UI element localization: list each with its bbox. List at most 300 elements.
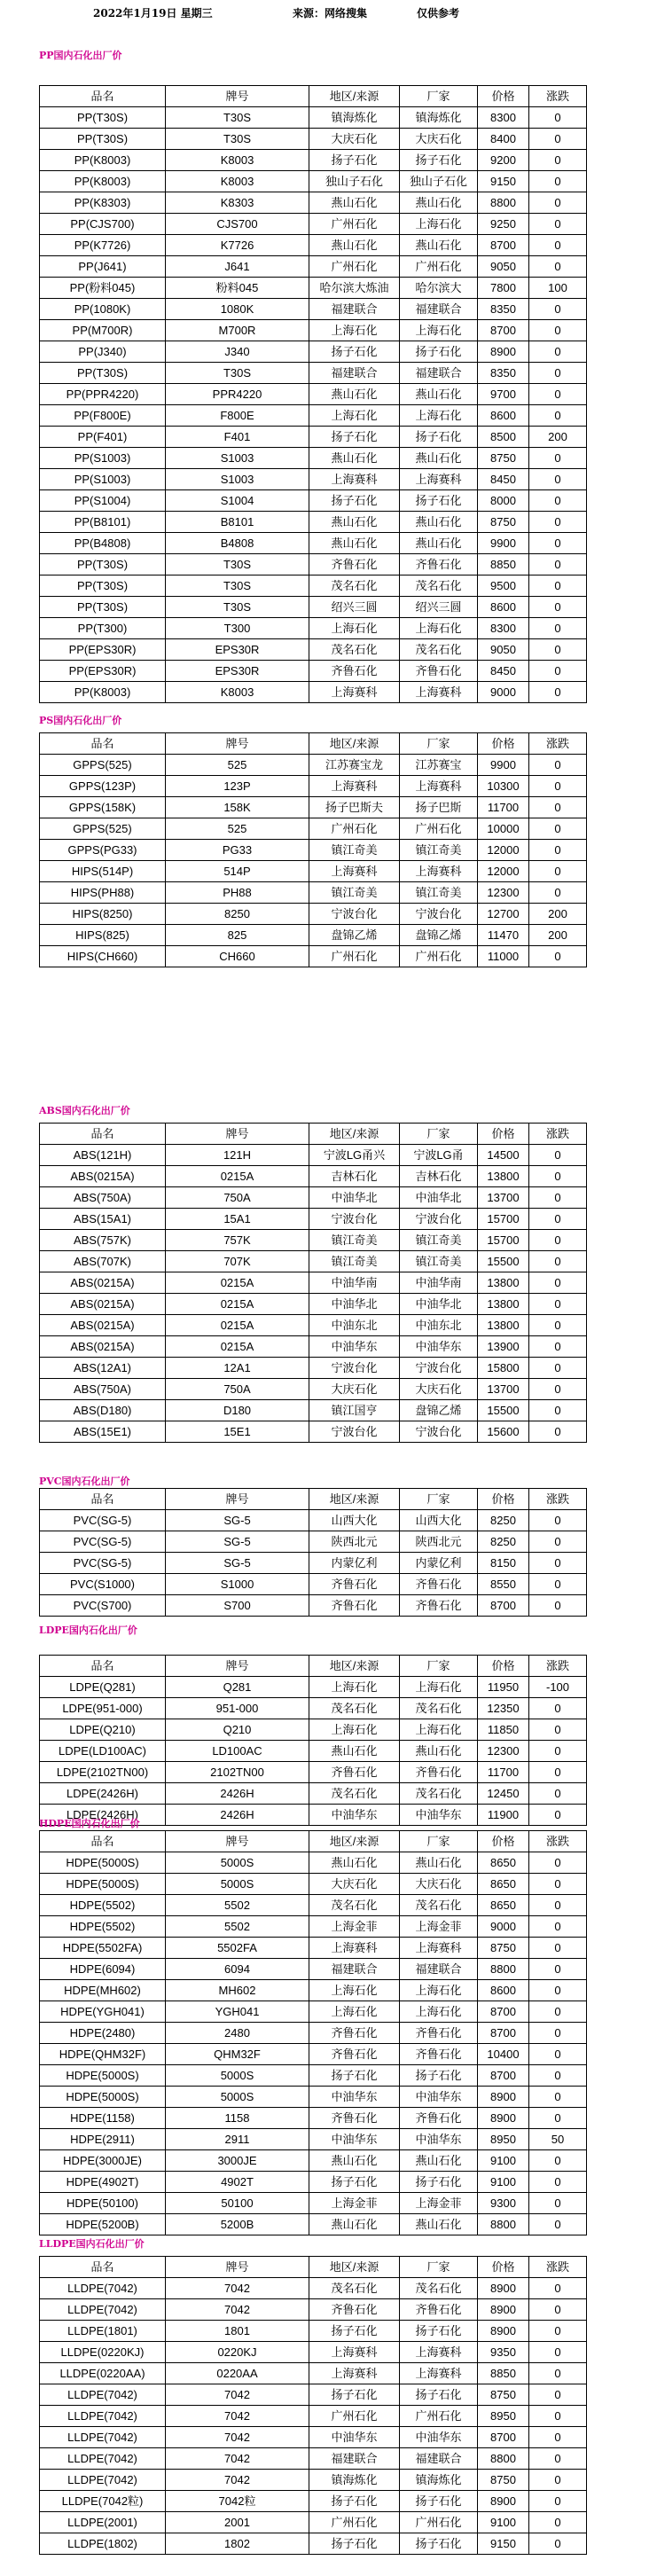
product-cell: PP(F800E) — [40, 405, 166, 427]
change-cell: 0 — [529, 1379, 587, 1400]
maker-cell: 福建联合 — [400, 299, 478, 320]
maker-cell: 齐鲁石化 — [400, 2023, 478, 2044]
maker-cell: 茂名石化 — [400, 2278, 478, 2299]
table-row — [40, 2470, 587, 2491]
product-cell: GPPS(123P) — [40, 776, 166, 797]
table-row — [40, 278, 587, 299]
maker-cell: 齐鲁石化 — [400, 554, 478, 575]
region-cell: 燕山石化 — [309, 448, 400, 469]
change-cell: 0 — [529, 554, 587, 575]
grade-cell: 0220AA — [166, 2363, 309, 2384]
region-cell: 中油华东 — [309, 2427, 400, 2448]
grade-cell: 50100 — [166, 2193, 309, 2214]
maker-cell: 镇江奇美 — [400, 1230, 478, 1251]
region-cell: 燕山石化 — [309, 533, 400, 554]
region-cell: 中油华北 — [309, 1294, 400, 1315]
table-row — [40, 171, 587, 192]
table-row — [40, 448, 587, 469]
product-cell: ABS(D180) — [40, 1400, 166, 1421]
price-cell: 8800 — [478, 192, 529, 214]
product-cell: LDPE(2426H) — [40, 1805, 166, 1826]
grade-cell: 15A1 — [166, 1209, 309, 1230]
maker-cell: 广州石化 — [400, 2406, 478, 2427]
region-cell: 镇江奇美 — [309, 840, 400, 861]
price-cell: 8650 — [478, 1895, 529, 1916]
change-cell: 0 — [529, 1959, 587, 1980]
product-cell: PP(PPR4220) — [40, 384, 166, 405]
region-cell: 内蒙亿利 — [309, 1553, 400, 1574]
region-cell: 镇江奇美 — [309, 1230, 400, 1251]
table-row — [40, 661, 587, 682]
grade-cell: 525 — [166, 818, 309, 840]
maker-cell: 燕山石化 — [400, 192, 478, 214]
price-cell: 8650 — [478, 1852, 529, 1874]
product-cell: ABS(15E1) — [40, 1421, 166, 1443]
table-row — [40, 2001, 587, 2023]
table-row — [40, 256, 587, 278]
change-cell: 0 — [529, 512, 587, 533]
region-cell: 中油华东 — [309, 1336, 400, 1358]
price-cell: 13800 — [478, 1166, 529, 1187]
grade-cell: EPS30R — [166, 661, 309, 682]
region-cell: 广州石化 — [309, 214, 400, 235]
product-cell: PP(K7726) — [40, 235, 166, 256]
table-row — [40, 1741, 587, 1762]
price-cell: 15500 — [478, 1400, 529, 1421]
product-cell: HDPE(5000S) — [40, 2087, 166, 2108]
grade-cell: T300 — [166, 618, 309, 639]
grade-cell: 7042 — [166, 2470, 309, 2491]
maker-cell: 中油华南 — [400, 1272, 478, 1294]
price-cell: 8900 — [478, 2299, 529, 2321]
column-header: 价格 — [478, 733, 529, 755]
region-cell: 大庆石化 — [309, 1874, 400, 1895]
maker-cell: 大庆石化 — [400, 1379, 478, 1400]
maker-cell: 茂名石化 — [400, 1698, 478, 1719]
table-row — [40, 1698, 587, 1719]
table-header-row — [40, 2257, 587, 2278]
price-cell: 10000 — [478, 818, 529, 840]
region-cell: 扬子石化 — [309, 150, 400, 171]
grade-cell: 7042 — [166, 2406, 309, 2427]
product-cell: GPPS(158K) — [40, 797, 166, 818]
product-cell: HIPS(8250) — [40, 904, 166, 925]
grade-cell: 5000S — [166, 2065, 309, 2087]
maker-cell: 扬子石化 — [400, 2172, 478, 2193]
maker-cell: 燕山石化 — [400, 512, 478, 533]
change-cell: 0 — [529, 129, 587, 150]
table-row — [40, 2172, 587, 2193]
change-cell: 0 — [529, 1315, 587, 1336]
grade-cell: 7042 — [166, 2427, 309, 2448]
grade-cell: 514P — [166, 861, 309, 882]
maker-cell: 宁波台化 — [400, 1358, 478, 1379]
change-cell: 0 — [529, 2023, 587, 2044]
grade-cell: 12A1 — [166, 1358, 309, 1379]
ps-section-title: PS国内石化出厂价 — [39, 715, 122, 726]
maker-cell: 齐鲁石化 — [400, 2044, 478, 2065]
product-cell: LLDPE(7042) — [40, 2384, 166, 2406]
grade-cell: 2102TN00 — [166, 1762, 309, 1783]
pvc-section-title: PVC国内石化出厂价 — [39, 1476, 130, 1487]
grade-cell: 750A — [166, 1187, 309, 1209]
product-cell: HDPE(YGH041) — [40, 2001, 166, 2023]
maker-cell: 镇江奇美 — [400, 1251, 478, 1272]
table-row — [40, 469, 587, 490]
change-cell: 0 — [529, 2342, 587, 2363]
region-cell: 镇江奇美 — [309, 882, 400, 904]
product-cell: ABS(0215A) — [40, 1315, 166, 1336]
price-cell: 8800 — [478, 2448, 529, 2470]
product-cell: HIPS(825) — [40, 925, 166, 946]
product-cell: PP(EPS30R) — [40, 661, 166, 682]
grade-cell: SG-5 — [166, 1510, 309, 1531]
grade-cell: K8003 — [166, 171, 309, 192]
product-cell: PP(S1003) — [40, 469, 166, 490]
abs-section-title: ABS国内石化出厂价 — [39, 1105, 130, 1116]
product-cell: ABS(15A1) — [40, 1209, 166, 1230]
price-cell: 12300 — [478, 882, 529, 904]
column-header: 涨跌 — [529, 1124, 587, 1145]
change-cell: 200 — [529, 925, 587, 946]
price-cell: 8750 — [478, 512, 529, 533]
maker-cell: 齐鲁石化 — [400, 2299, 478, 2321]
maker-cell: 镇海炼化 — [400, 107, 478, 129]
price-cell: 12000 — [478, 840, 529, 861]
grade-cell: 5502FA — [166, 1938, 309, 1959]
price-cell: 9900 — [478, 533, 529, 554]
region-cell: 宁波台化 — [309, 1209, 400, 1230]
maker-cell: 燕山石化 — [400, 1852, 478, 1874]
region-cell: 镇海炼化 — [309, 2470, 400, 2491]
change-cell: 0 — [529, 2533, 587, 2555]
price-cell: 12000 — [478, 861, 529, 882]
change-cell: 0 — [529, 2278, 587, 2299]
change-cell: 0 — [529, 1510, 587, 1531]
product-cell: PP(S1003) — [40, 448, 166, 469]
change-cell: 0 — [529, 2448, 587, 2470]
product-cell: ABS(121H) — [40, 1145, 166, 1166]
table-row — [40, 1895, 587, 1916]
price-cell: 13800 — [478, 1294, 529, 1315]
product-cell: PP(粉料045) — [40, 278, 166, 299]
table-row — [40, 1677, 587, 1698]
table-row — [40, 2214, 587, 2235]
product-cell: PP(T30S) — [40, 597, 166, 618]
region-cell: 盘锦乙烯 — [309, 925, 400, 946]
product-cell: ABS(12A1) — [40, 1358, 166, 1379]
change-cell: 0 — [529, 469, 587, 490]
region-cell: 广州石化 — [309, 2512, 400, 2533]
region-cell: 中油华北 — [309, 1187, 400, 1209]
maker-cell: 中油华北 — [400, 1294, 478, 1315]
table-row — [40, 1315, 587, 1336]
region-cell: 燕山石化 — [309, 192, 400, 214]
change-cell: 0 — [529, 2065, 587, 2087]
region-cell: 扬子石化 — [309, 427, 400, 448]
price-cell: 10300 — [478, 776, 529, 797]
grade-cell: 4902T — [166, 2172, 309, 2193]
region-cell: 齐鲁石化 — [309, 2044, 400, 2065]
region-cell: 上海石化 — [309, 2001, 400, 2023]
table-row — [40, 2533, 587, 2555]
maker-cell: 上海石化 — [400, 2001, 478, 2023]
change-cell: 0 — [529, 661, 587, 682]
product-cell: LLDPE(1801) — [40, 2321, 166, 2342]
change-cell: 0 — [529, 1852, 587, 1874]
change-cell: 0 — [529, 1938, 587, 1959]
grade-cell: SG-5 — [166, 1531, 309, 1553]
grade-cell: K8303 — [166, 192, 309, 214]
change-cell: 0 — [529, 320, 587, 341]
change-cell: 0 — [529, 1698, 587, 1719]
grade-cell: 6094 — [166, 1959, 309, 1980]
price-cell: 9250 — [478, 214, 529, 235]
region-cell: 福建联合 — [309, 1959, 400, 1980]
price-cell: 9150 — [478, 171, 529, 192]
product-cell: PP(B8101) — [40, 512, 166, 533]
price-cell: 11700 — [478, 1762, 529, 1783]
grade-cell: S1003 — [166, 469, 309, 490]
price-cell: 9000 — [478, 682, 529, 703]
table-row — [40, 597, 587, 618]
maker-cell: 宁波台化 — [400, 1421, 478, 1443]
change-cell: 0 — [529, 1421, 587, 1443]
grade-cell: J340 — [166, 341, 309, 363]
region-cell: 福建联合 — [309, 2448, 400, 2470]
price-cell: 15700 — [478, 1230, 529, 1251]
grade-cell: J641 — [166, 256, 309, 278]
grade-cell: S1004 — [166, 490, 309, 512]
change-cell: 0 — [529, 1719, 587, 1741]
region-cell: 茂名石化 — [309, 1895, 400, 1916]
table-row — [40, 107, 587, 129]
column-header: 品名 — [40, 1489, 166, 1510]
maker-cell: 燕山石化 — [400, 1741, 478, 1762]
region-cell: 哈尔滨大炼油 — [309, 278, 400, 299]
maker-cell: 扬子石化 — [400, 2321, 478, 2342]
product-cell: HIPS(PH88) — [40, 882, 166, 904]
column-header: 地区/来源 — [309, 733, 400, 755]
maker-cell: 茂名石化 — [400, 1783, 478, 1805]
product-cell: HDPE(5502) — [40, 1916, 166, 1938]
price-cell: 15700 — [478, 1209, 529, 1230]
price-cell: 8800 — [478, 2214, 529, 2235]
grade-cell: 7042 — [166, 2448, 309, 2470]
change-cell: 0 — [529, 2406, 587, 2427]
product-cell: HDPE(5502FA) — [40, 1938, 166, 1959]
region-cell: 燕山石化 — [309, 384, 400, 405]
column-header: 涨跌 — [529, 733, 587, 755]
change-cell: -100 — [529, 1677, 587, 1698]
price-cell: 8900 — [478, 2087, 529, 2108]
grade-cell: 5000S — [166, 2087, 309, 2108]
change-cell: 0 — [529, 1895, 587, 1916]
maker-cell: 独山子石化 — [400, 171, 478, 192]
maker-cell: 陕西北元 — [400, 1531, 478, 1553]
change-cell: 0 — [529, 882, 587, 904]
ps-price-table — [39, 732, 587, 967]
hdpe-price-table — [39, 1830, 587, 2235]
column-header: 品名 — [40, 1656, 166, 1677]
price-cell: 15500 — [478, 1251, 529, 1272]
maker-cell: 燕山石化 — [400, 2214, 478, 2235]
table-row — [40, 2108, 587, 2129]
change-cell: 0 — [529, 575, 587, 597]
product-cell: HDPE(5000S) — [40, 1852, 166, 1874]
change-cell: 0 — [529, 1358, 587, 1379]
maker-cell: 齐鲁石化 — [400, 661, 478, 682]
price-cell: 12350 — [478, 1698, 529, 1719]
grade-cell: K8003 — [166, 682, 309, 703]
product-cell: LLDPE(7042) — [40, 2406, 166, 2427]
change-cell: 0 — [529, 1187, 587, 1209]
grade-cell: 2480 — [166, 2023, 309, 2044]
product-cell: PP(T30S) — [40, 363, 166, 384]
product-cell: PP(T30S) — [40, 129, 166, 150]
page-header — [0, 4, 657, 20]
region-cell: 福建联合 — [309, 299, 400, 320]
grade-cell: 15E1 — [166, 1421, 309, 1443]
change-cell: 0 — [529, 1145, 587, 1166]
region-cell: 上海石化 — [309, 1980, 400, 2001]
region-cell: 上海金菲 — [309, 2193, 400, 2214]
price-cell: 8900 — [478, 2491, 529, 2512]
grade-cell: EPS30R — [166, 639, 309, 661]
price-cell: 13800 — [478, 1315, 529, 1336]
price-cell: 8600 — [478, 597, 529, 618]
change-cell: 0 — [529, 2470, 587, 2491]
table-row — [40, 1358, 587, 1379]
table-row — [40, 363, 587, 384]
price-cell: 14500 — [478, 1145, 529, 1166]
product-cell: PVC(SG-5) — [40, 1531, 166, 1553]
ldpe-section-title: LDPE国内石化出厂价 — [39, 1625, 137, 1636]
region-cell: 中油华东 — [309, 1805, 400, 1826]
change-cell: 0 — [529, 1553, 587, 1574]
region-cell: 燕山石化 — [309, 235, 400, 256]
table-row — [40, 2023, 587, 2044]
table-row — [40, 2044, 587, 2065]
maker-cell: 上海赛科 — [400, 682, 478, 703]
table-row — [40, 2512, 587, 2533]
table-row — [40, 1166, 587, 1187]
grade-cell: 1080K — [166, 299, 309, 320]
price-cell: 8700 — [478, 235, 529, 256]
region-cell: 燕山石化 — [309, 2150, 400, 2172]
product-cell: LLDPE(7042粒) — [40, 2491, 166, 2512]
maker-cell: 扬子石化 — [400, 2533, 478, 2555]
maker-cell: 扬子石化 — [400, 2491, 478, 2512]
maker-cell: 扬子巴斯 — [400, 797, 478, 818]
region-cell: 扬子石化 — [309, 2321, 400, 2342]
price-cell: 8750 — [478, 1938, 529, 1959]
grade-cell: S1003 — [166, 448, 309, 469]
maker-cell: 中油东北 — [400, 1315, 478, 1336]
table-row — [40, 2406, 587, 2427]
grade-cell: T30S — [166, 129, 309, 150]
table-row — [40, 1187, 587, 1209]
price-cell: 8950 — [478, 2129, 529, 2150]
region-cell: 燕山石化 — [309, 1852, 400, 1874]
price-cell: 8300 — [478, 107, 529, 129]
table-row — [40, 2448, 587, 2470]
product-cell: PP(T30S) — [40, 107, 166, 129]
table-header-row — [40, 1124, 587, 1145]
maker-cell: 上海赛科 — [400, 776, 478, 797]
grade-cell: 750A — [166, 1379, 309, 1400]
region-cell: 福建联合 — [309, 363, 400, 384]
change-cell: 0 — [529, 1805, 587, 1826]
change-cell: 0 — [529, 861, 587, 882]
grade-cell: 2426H — [166, 1805, 309, 1826]
maker-cell: 扬子石化 — [400, 427, 478, 448]
change-cell: 0 — [529, 448, 587, 469]
maker-cell: 茂名石化 — [400, 639, 478, 661]
column-header: 牌号 — [166, 1831, 309, 1852]
table-row — [40, 1980, 587, 2001]
column-header: 牌号 — [166, 1124, 309, 1145]
table-header-row — [40, 1656, 587, 1677]
maker-cell: 扬子石化 — [400, 490, 478, 512]
grade-cell: Q281 — [166, 1677, 309, 1698]
product-cell: LDPE(2102TN00) — [40, 1762, 166, 1783]
region-cell: 燕山石化 — [309, 2214, 400, 2235]
price-cell: 9300 — [478, 2193, 529, 2214]
grade-cell: MH602 — [166, 1980, 309, 2001]
region-cell: 上海石化 — [309, 320, 400, 341]
grade-cell: 7042 — [166, 2299, 309, 2321]
product-cell: LLDPE(7042) — [40, 2299, 166, 2321]
change-cell: 0 — [529, 597, 587, 618]
region-cell: 茂名石化 — [309, 639, 400, 661]
table-row — [40, 1574, 587, 1595]
product-cell: LDPE(Q210) — [40, 1719, 166, 1741]
maker-cell: 扬子石化 — [400, 150, 478, 171]
maker-cell: 燕山石化 — [400, 533, 478, 554]
maker-cell: 扬子石化 — [400, 341, 478, 363]
column-header: 地区/来源 — [309, 1489, 400, 1510]
product-cell: LLDPE(7042) — [40, 2470, 166, 2491]
grade-cell: 0215A — [166, 1315, 309, 1336]
change-cell: 0 — [529, 107, 587, 129]
maker-cell: 盘锦乙烯 — [400, 925, 478, 946]
change-cell: 0 — [529, 2299, 587, 2321]
grade-cell: QHM32F — [166, 2044, 309, 2065]
region-cell: 宁波台化 — [309, 1358, 400, 1379]
change-cell: 0 — [529, 363, 587, 384]
change-cell: 0 — [529, 2363, 587, 2384]
change-cell: 0 — [529, 1741, 587, 1762]
product-cell: LLDPE(1802) — [40, 2533, 166, 2555]
price-cell: 9100 — [478, 2172, 529, 2193]
column-header: 地区/来源 — [309, 2257, 400, 2278]
table-row — [40, 2087, 587, 2108]
region-cell: 齐鲁石化 — [309, 1595, 400, 1617]
product-cell: LDPE(951-000) — [40, 1698, 166, 1719]
region-cell: 齐鲁石化 — [309, 1762, 400, 1783]
price-cell: 8700 — [478, 320, 529, 341]
grade-cell: 粉料045 — [166, 278, 309, 299]
maker-cell: 福建联合 — [400, 363, 478, 384]
product-cell: ABS(750A) — [40, 1187, 166, 1209]
table-row — [40, 1209, 587, 1230]
price-cell: 8550 — [478, 1574, 529, 1595]
product-cell: PP(S1004) — [40, 490, 166, 512]
region-cell: 中油东北 — [309, 1315, 400, 1336]
product-cell: PVC(SG-5) — [40, 1510, 166, 1531]
change-cell: 0 — [529, 490, 587, 512]
